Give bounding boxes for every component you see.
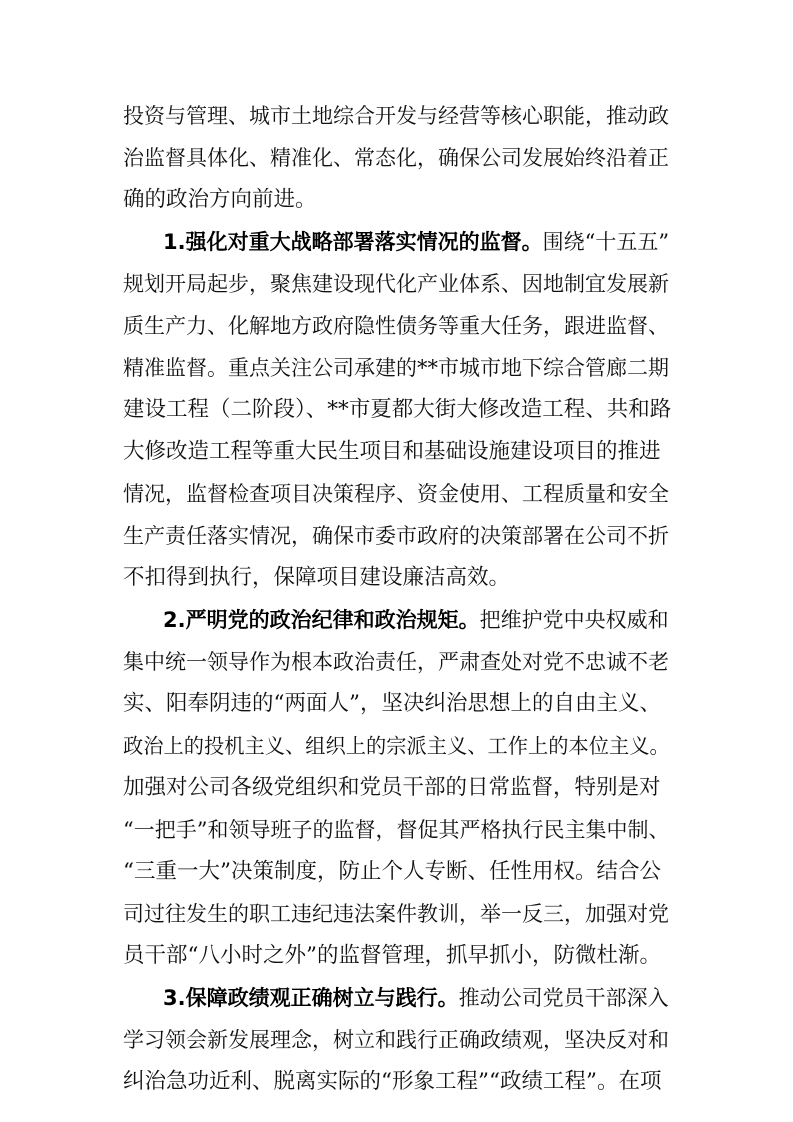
paragraph-line: 治监督具体化、精准化、常态化，确保公司发展始终沿着正 <box>123 146 669 170</box>
paragraph-line: 集中统一领导作为根本政治责任，严肃查处对党不忠诚不老 <box>123 650 669 674</box>
section-1-text: 围绕“十五五” <box>542 230 670 254</box>
paragraph-line: 实、阳奉阴违的“两面人”，坚决纠治思想上的自由主义、 <box>123 691 661 716</box>
paragraph-line: 质生产力、化解地方政府隐性债务等重大任务，跟进监督、 <box>123 314 669 338</box>
paragraph-line: 政治上的投机主义、组织上的宗派主义、工作上的本位主义。 <box>123 734 670 758</box>
paragraph-line: 确的政治方向前进。 <box>123 187 317 212</box>
section-3-text: 推动公司党员干部深入 <box>458 986 669 1010</box>
paragraph-line: 建设工程（二阶段）、**市夏都大街大修改造工程、共和路 <box>123 397 672 422</box>
paragraph-line: 学习领会新发展理念，树立和践行正确政绩观，坚决反对和 <box>123 1028 669 1052</box>
paragraph-line: 不扣得到执行，保障项目建设廉洁高效。 <box>123 565 511 590</box>
section-1-heading: 1.强化对重大战略部署落实情况的监督。 <box>163 230 543 254</box>
section-3-line <box>123 980 671 1016</box>
paragraph-line: 情况，监督检查项目决策程序、资金使用、工程质量和安全 <box>123 482 669 506</box>
section-2-text: 把维护党中央权威和 <box>479 608 669 632</box>
paragraph-line: 生产责任落实情况，确保市委市政府的决策部署在公司不折 <box>123 524 669 548</box>
paragraph-line: 员干部“八小时之外”的监督管理，抓早抓小，防微杜渐。 <box>123 943 661 968</box>
section-1-line <box>123 224 671 260</box>
section-2-heading: 2.严明党的政治纪律和政治规矩。 <box>163 608 480 632</box>
paragraph-line: 精准监督。重点关注公司承建的**市城市地下综合管廊二期 <box>123 356 669 380</box>
paragraph-line: 投资与管理、城市土地综合开发与经营等核心职能，推动政 <box>123 104 669 128</box>
paragraph-line: 规划开局起步，聚焦建设现代化产业体系、因地制宜发展新 <box>123 272 669 296</box>
paragraph-line: 司过往发生的职工违纪违法案件教训，举一反三，加强对党 <box>123 902 669 926</box>
paragraph-line: 加强对公司各级党组织和党员干部的日常监督，特别是对 <box>123 775 661 800</box>
paragraph-line: “一把手”和领导班子的监督，督促其严格执行民主集中制、 <box>123 818 670 842</box>
paragraph-line: 纠治急功近利、脱离实际的“形象工程”“政绩工程”。在项 <box>123 1069 662 1094</box>
section-3-heading: 3.保障政绩观正确树立与践行。 <box>163 986 459 1010</box>
paragraph-line: 大修改造工程等重大民生项目和基础设施建设项目的推进 <box>123 439 661 464</box>
section-2-line <box>123 602 671 638</box>
paragraph-line: “三重一大”决策制度，防止个人专断、任性用权。结合公 <box>123 859 661 884</box>
